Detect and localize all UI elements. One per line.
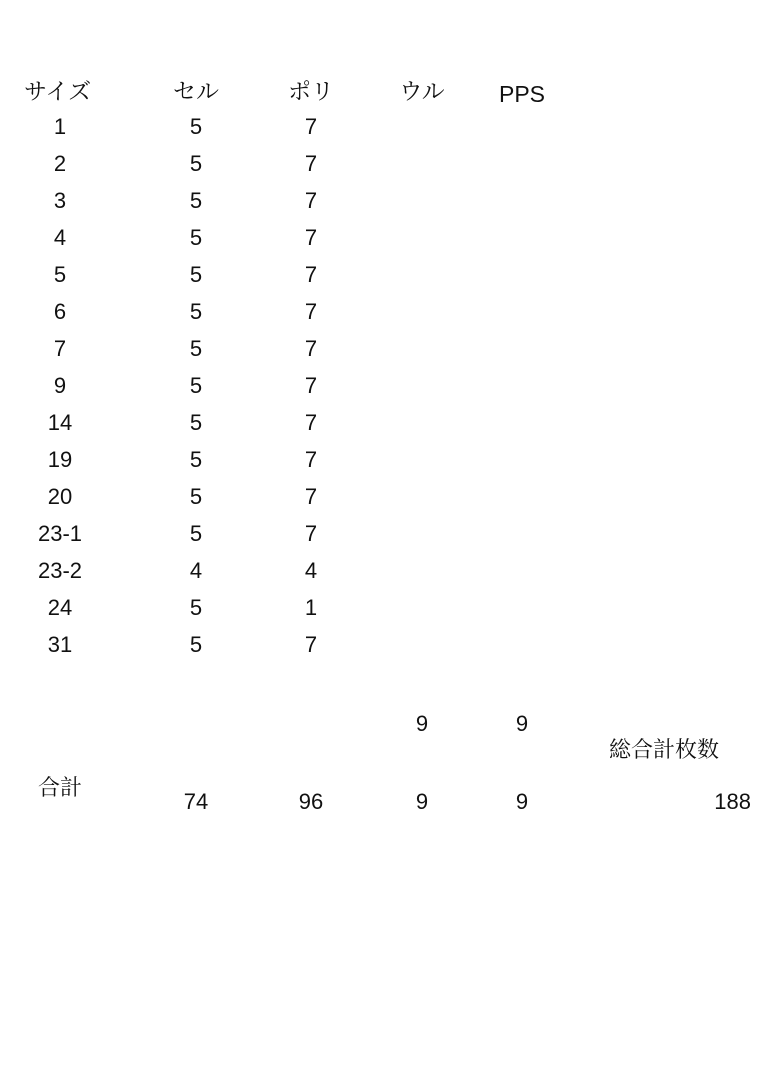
table-cell-size: 24 [47,595,73,620]
table-cell-poly: 7 [304,373,318,398]
table-cell-poly: 7 [304,188,318,213]
table-cell-poly: 7 [304,447,318,472]
totals-label: 合計 [37,775,83,800]
table-cell-cel: 5 [189,595,203,620]
table-cell-cel: 5 [189,484,203,509]
table-cell-poly: 7 [304,151,318,176]
header-ul: ウル [399,78,445,104]
table-cell-size: 1 [53,114,67,139]
table-cell-poly: 7 [304,262,318,287]
table-cell-poly: 1 [304,595,318,620]
table-cell-cel: 5 [189,447,203,472]
table-cell-size: 5 [53,262,67,287]
table-cell-size: 2 [53,151,67,176]
grand-total-label: 総合計枚数 [608,737,720,762]
table-cell-size: 6 [53,299,67,324]
table-cell-cel: 5 [189,225,203,250]
total-poly: 96 [298,789,324,814]
table-cell-size: 23-2 [37,558,83,583]
table-cell-size: 7 [53,336,67,361]
table-cell-size: 9 [53,373,67,398]
table-cell-size: 20 [47,484,73,509]
table-cell-cel: 4 [189,558,203,583]
table-cell-cel: 5 [189,114,203,139]
table-cell-cel: 5 [189,151,203,176]
table-cell-cel: 5 [189,410,203,435]
table-cell-poly: 4 [304,558,318,583]
header-size: サイズ [24,78,92,104]
table-cell-poly: 7 [304,299,318,324]
table-cell-poly: 7 [304,225,318,250]
total-cel: 74 [183,789,209,814]
table-cell-poly: 7 [304,521,318,546]
table-cell-cel: 5 [189,299,203,324]
table-cell-poly: 7 [304,336,318,361]
table-cell-cel: 5 [189,373,203,398]
table-cell-size: 23-1 [37,521,83,546]
total-pps: 9 [515,789,529,814]
table-cell-cel: 5 [189,262,203,287]
table-cell-size: 14 [47,410,73,435]
table-cell-cel: 5 [189,336,203,361]
table-cell-size: 3 [53,188,67,213]
header-cel: セル [173,78,219,104]
table-cell-size: 31 [47,632,73,657]
table-cell-poly: 7 [304,632,318,657]
header-poly: ポリ [288,78,334,104]
table-cell-size: 4 [53,225,67,250]
ul-extra-value: 9 [415,711,429,736]
table-cell-poly: 7 [304,484,318,509]
grand-total-value: 188 [714,789,751,814]
table-cell-poly: 7 [304,410,318,435]
table-cell-size: 19 [47,447,73,472]
table-cell-cel: 5 [189,521,203,546]
table-cell-cel: 5 [189,188,203,213]
total-ul: 9 [415,789,429,814]
table-cell-poly: 7 [304,114,318,139]
pps-extra-value: 9 [515,711,529,736]
header-pps: PPS [498,81,546,107]
table-cell-cel: 5 [189,632,203,657]
